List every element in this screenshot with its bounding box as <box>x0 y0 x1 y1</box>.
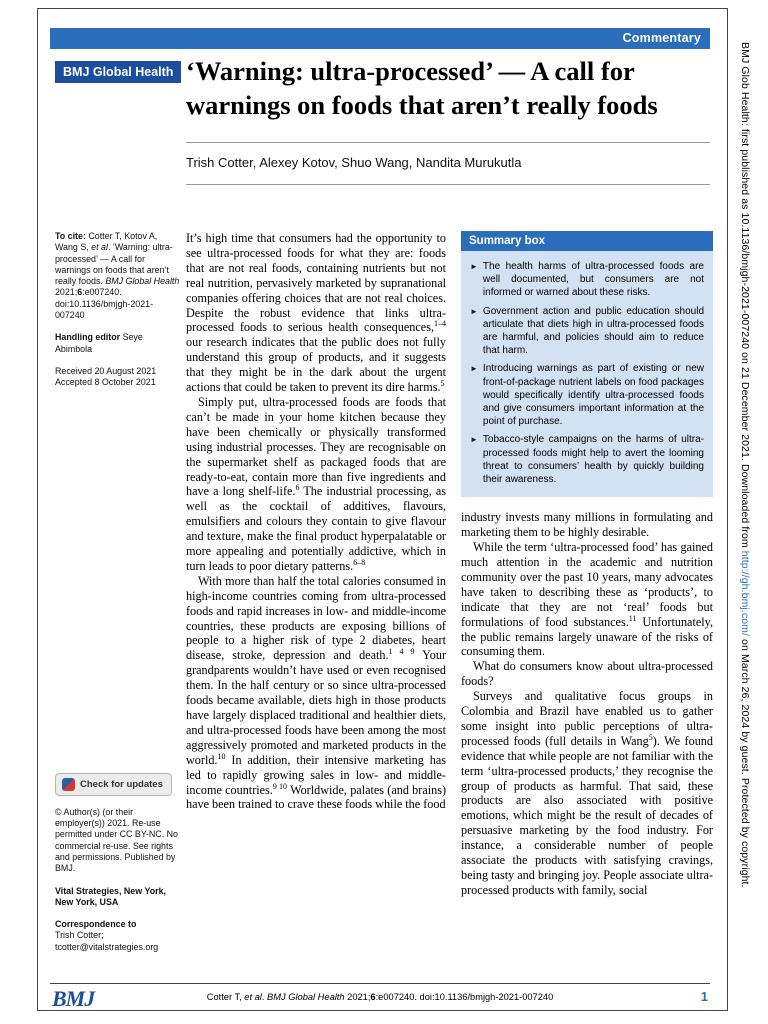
to-cite-text: Cotter T, Kotov A, Wang S, et al. ‘Warning: ultra-processed’ — A call for warnings on foods that aren’t really foods. BMJ Global Health 2021;6:e007240. doi:10.1136/bmjgh-2021-007240 <box>55 231 180 321</box>
correspondence-email-link[interactable]: tcotter@vitalstrategies.org <box>55 941 159 952</box>
paragraph: industry invests many millions in formulating and marketing them to be highly desirable. <box>461 510 713 540</box>
paragraph: What do consumers know about ultra-processed foods? <box>461 659 713 689</box>
divider-above-authors <box>186 142 710 143</box>
summary-box-title: Summary box <box>461 231 713 251</box>
sidebar-bottom <box>55 773 181 953</box>
summary-item-text: Government action and public education should articulate that diets high in ultra-processed foods are harmful, and policies should aim to reduce that harm. <box>482 305 704 357</box>
handling-editor-name: Seye Abimbola <box>55 332 143 354</box>
metadata-sidebar <box>55 231 181 953</box>
section-label: Commentary <box>622 31 701 45</box>
footer-citation: Cotter T, et al. BMJ Global Health 2021;6:e007240. doi:10.1136/bmjgh-2021-007240 <box>206 992 554 1002</box>
triangle-bullet-icon: ► <box>470 262 478 271</box>
summary-item-text: The health harms of ultra-processed foods are well documented, but consumers are not informed or warned about these risks. <box>482 261 704 299</box>
summary-item <box>470 433 704 486</box>
crossmark-icon <box>62 778 75 791</box>
paragraph: Surveys and qualitative focus groups in Colombia and Brazil have enabled us to gather some insight into public perceptions of ultra-processed foods (full details in Wang$^5$). We found evidence that while people are not familiar with the term ‘ultra-processed products,’ they recognise the group of products as harmful. That said, these products are also associated with positive emotions, which might be the result of decades of persuasive marketing by the food industry. For instance, a considerable number of people associate the products with satisfying cravings, being tasty and bringing joy. People associate ultra-processed products with family, social <box>461 689 713 897</box>
summary-box-body <box>461 251 713 497</box>
author-list: Trish Cotter, Alexey Kotov, Shuo Wang, Nandita Murukutla <box>186 155 522 170</box>
to-cite-label: To cite: <box>55 231 86 241</box>
divider-below-authors <box>186 184 710 185</box>
paragraph: It’s high time that consumers had the opportunity to see ultra-processed foods for what they are: foods that are not real foods, containing nutrients but not real nutrition, pervasively marketed by supranational companies offering choices that are not real choices. Despite the robust evidence that links ultra-processed foods to serious health consequences,$^{1-4}$ our research indicates that the public does not fully understand this group of products, and it suggests that they might be in the dark about the urgent actions that could be taken to prevent its dire harms.$^5$ <box>186 231 446 395</box>
handling-editor-label: Handling editor <box>55 332 121 343</box>
to-cite-block <box>55 231 181 321</box>
text-column-1 <box>186 231 446 812</box>
page-footer <box>50 983 710 1012</box>
check-for-updates-label: Check for updates <box>80 778 163 790</box>
summary-item <box>470 305 704 358</box>
check-for-updates-button[interactable] <box>55 773 172 796</box>
correspondence-name: Trish Cotter; <box>55 930 104 941</box>
side-copyright-text: BMJ Glob Health: first published as 10.1136/bmjgh-2021-007240 on 21 December 2021. Downloaded from http://gh.bmj.com/ on March 26, 2024 by guest. Protected by copyright. <box>739 42 751 888</box>
journal-logo: BMJ Global Health <box>55 61 181 83</box>
correspondence-block <box>55 919 181 953</box>
page-number: 1 <box>700 989 708 1004</box>
summary-item-text: Introducing warnings as part of existing or new front-of-package nutrient labels on food packages would specifically identify ultra-processed foods and give consumers important information at the point of purchase. <box>482 363 704 428</box>
bmj-logo: BMJ <box>52 986 95 1011</box>
article-page <box>37 8 728 1011</box>
text-column-2 <box>461 231 713 898</box>
paragraph: While the term ‘ultra-processed food’ has gained much attention in the academic and nutrition community over the past 10 years, many advocates have taken to describing these as ‘products’, to indicate that they are not ‘real’ foods but formulations of food substances.$^{11}$ Unfortunately, the public remains largely unaware of the risks of consuming them. <box>461 540 714 659</box>
copyright-notice: © Author(s) (or their employer(s)) 2021. Re-use permitted under CC BY-NC. No commercial re-use. See rights and permissions. Published by BMJ. <box>55 806 178 874</box>
article-title: ‘Warning: ultra-processed’ — A call for warnings on foods that aren’t really foods <box>186 56 658 120</box>
handling-editor-block <box>55 332 181 355</box>
paragraph: With more than half the total calories consumed in high-income countries coming from ultra-processed foods and rapid increases in low- and middle-income countries, these products are exposing billions of people to a higher risk of type 2 diabetes, heart disease, stroke, depression and death.$^{1 4 9}$ Your grandparents wouldn’t have used or even recognised them. In the half century or so since ultra-processed foods became available, diets high in those products have largely displaced traditional and healthier diets, and ultra-processed foods have been among the most aggressively promoted and marketed products in the world.$^{10}$ In addition, their intensive marketing has led to rapidly growing sales in low- and middle-income countries.$^{9 10}$ Worldwide, palates (and brains) have been trained to crave these foods while the food <box>186 573 447 812</box>
summary-item-text: Tobacco-style campaigns on the harms of ultra-processed foods might help to avert the looming threat to consumers’ health by quickly building their awareness. <box>482 434 704 486</box>
received-date: Received 20 August 2021 <box>55 365 157 376</box>
triangle-bullet-icon: ► <box>470 435 478 445</box>
accepted-date: Accepted 8 October 2021 <box>55 377 156 388</box>
summary-item <box>470 260 704 300</box>
dates-block <box>55 366 181 389</box>
correspondence-label: Correspondence to <box>55 919 137 930</box>
summary-item <box>470 362 704 428</box>
triangle-bullet-icon: ► <box>470 364 478 374</box>
section-banner <box>50 28 710 49</box>
triangle-bullet-icon: ► <box>470 306 478 316</box>
summary-box <box>461 231 713 497</box>
affiliation: Vital Strategies, New York, New York, USA <box>55 885 166 907</box>
paragraph: Simply put, ultra-processed foods are foods that can’t be made in your home kitchen because they have been chemically or physically transformed using industrial processes. They are recognisable on the supermarket shelf as packaged foods that are ready-to-eat, contain more than five ingredients and have a long shelf-life.$^6$ The industrial processing, as well as the cocktail of additives, flavours, emulsifiers and colours they contain to give flavour and texture, make the final product hyperpalatable or more appealing and potentially addictive, which in turn leads to poor dietary patterns.$^{6-8}$ <box>186 394 447 573</box>
